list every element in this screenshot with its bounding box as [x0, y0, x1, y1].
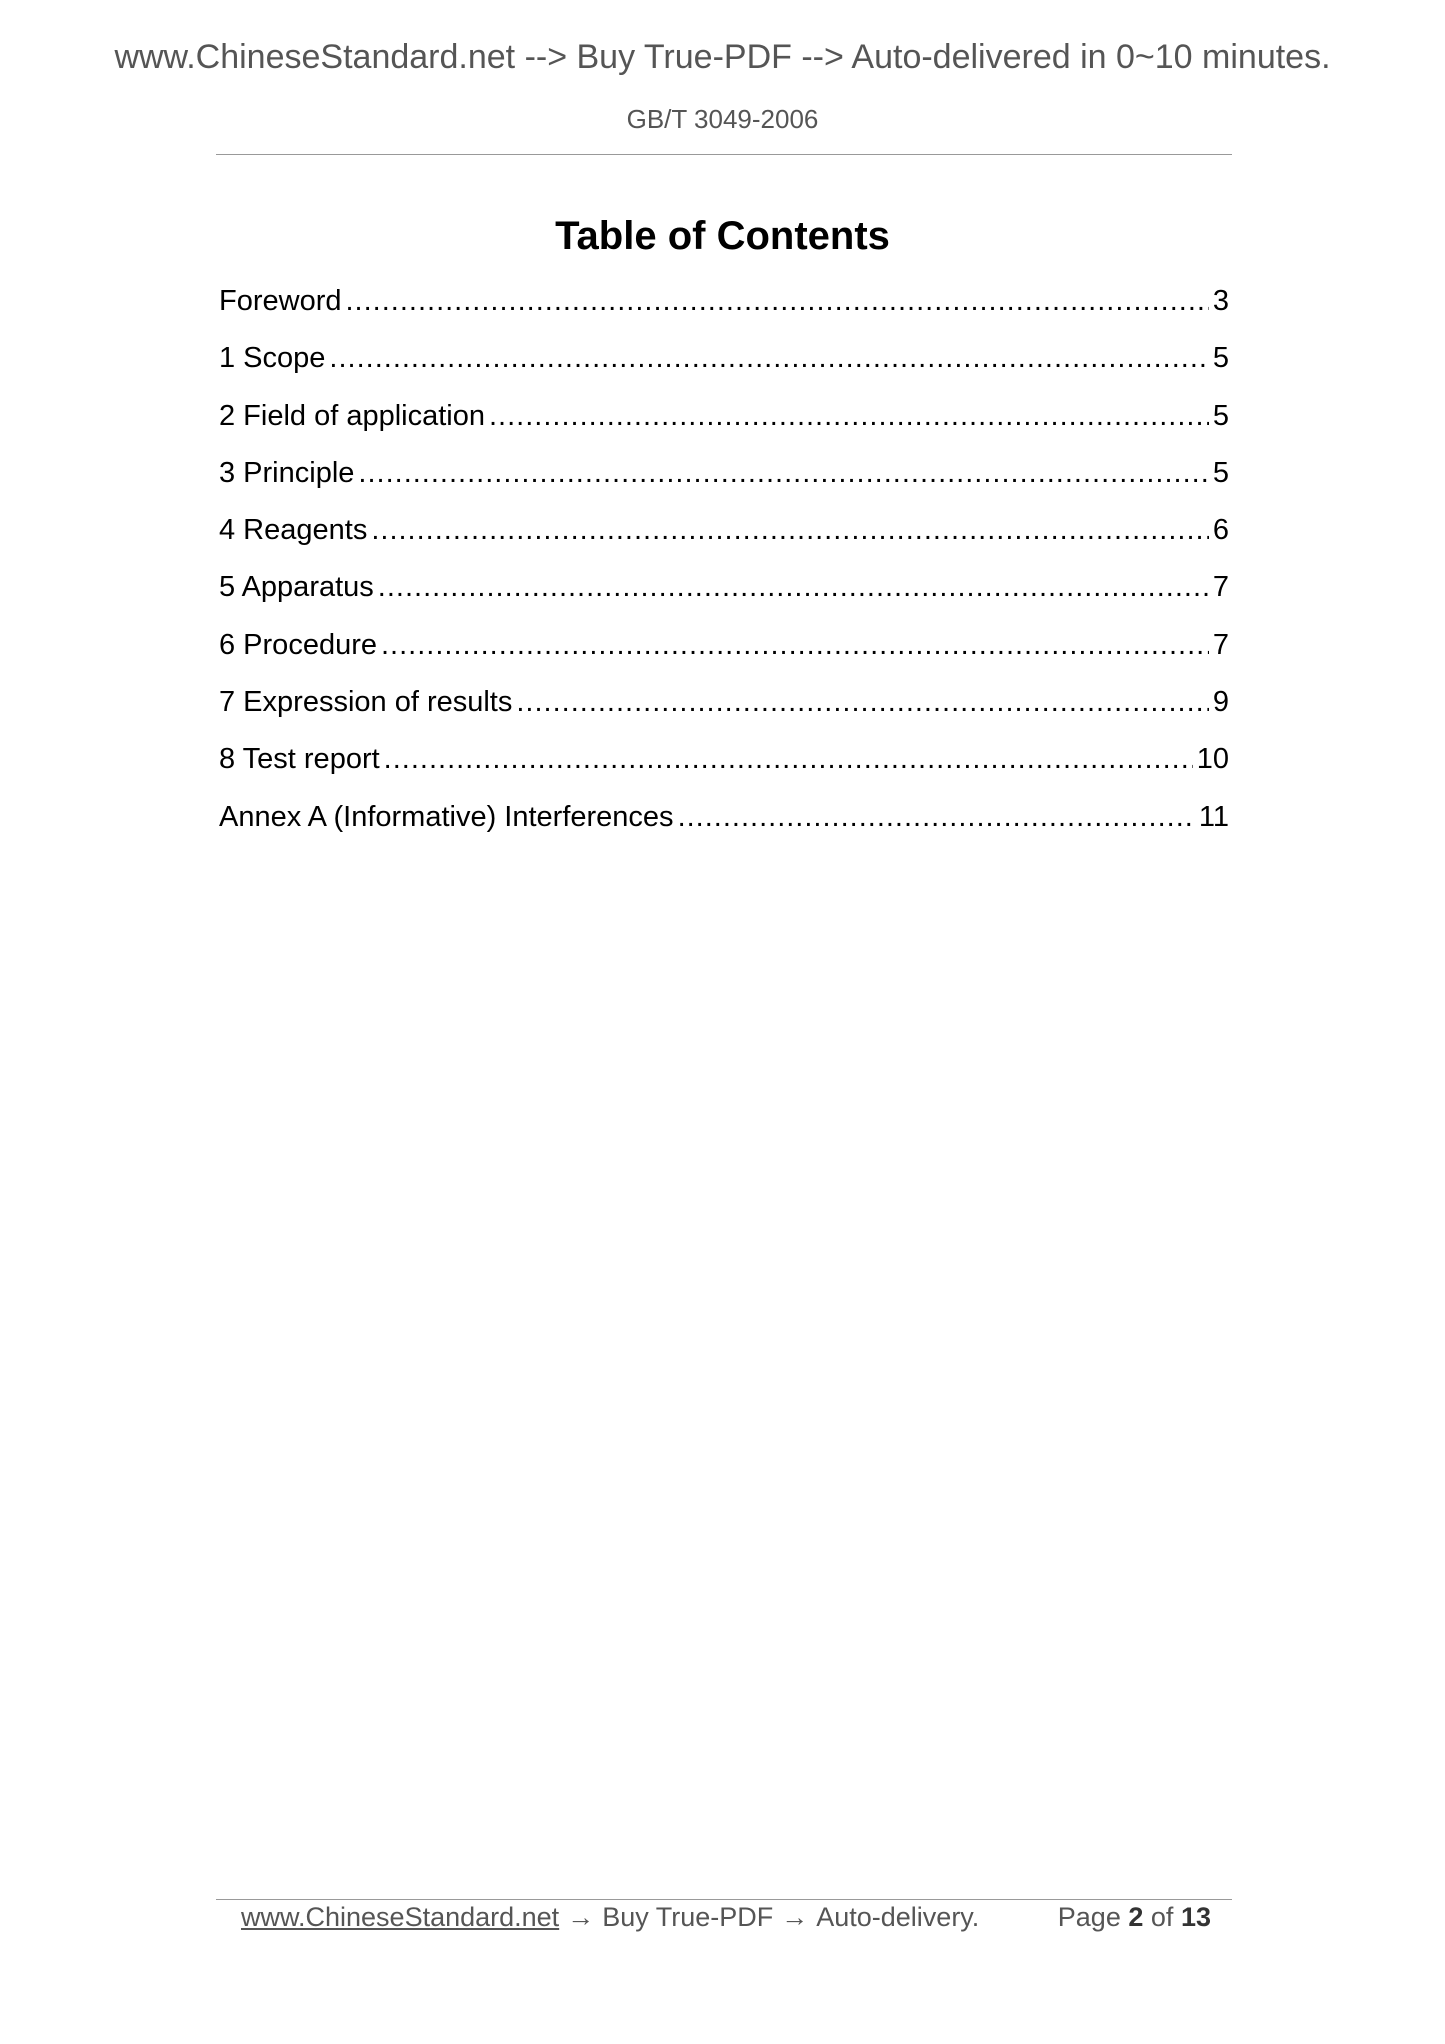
total-pages: 13 — [1180, 1902, 1211, 1932]
toc-entry-apparatus[interactable] — [219, 567, 1229, 624]
toc-leader — [371, 510, 1209, 550]
page-number — [1058, 1902, 1211, 1933]
footer-delivery-text: Auto-delivery. — [816, 1902, 980, 1932]
toc-entry-page: 6 — [1212, 514, 1229, 547]
toc-leader — [358, 453, 1208, 493]
arrow-right-icon: → — [567, 1902, 595, 1932]
toc-entry-page: 5 — [1212, 399, 1229, 432]
toc-entry-label: 5 Apparatus — [219, 571, 374, 604]
toc-leader — [346, 281, 1209, 321]
toc-entry-label: 2 Field of application — [219, 399, 485, 432]
toc-leader — [678, 797, 1195, 837]
toc-entry-annex-a[interactable] — [219, 797, 1229, 854]
toc-entry-label: 1 Scope — [219, 342, 326, 375]
footer-divider — [216, 1899, 1232, 1900]
toc-entry-label: 8 Test report — [219, 743, 380, 776]
toc-entry-foreword[interactable] — [219, 281, 1229, 338]
toc-entry-reagents[interactable] — [219, 510, 1229, 567]
toc-entry-page: 10 — [1196, 743, 1229, 776]
of-word: of — [1150, 1902, 1174, 1932]
toc-entry-page: 9 — [1212, 686, 1229, 719]
toc-leader — [384, 739, 1193, 779]
toc-entry-page: 11 — [1198, 800, 1229, 833]
toc-entry-label: 6 Procedure — [219, 628, 377, 661]
header-divider — [216, 154, 1232, 155]
toc-entry-label: 4 Reagents — [219, 514, 368, 547]
toc-leader — [378, 567, 1209, 607]
toc-entry-expression-of-results[interactable] — [219, 682, 1229, 739]
toc-entry-test-report[interactable] — [219, 739, 1229, 796]
toc-entry-label: 3 Principle — [219, 456, 355, 489]
toc-entry-page: 5 — [1212, 456, 1229, 489]
document-code: GB/T 3049-2006 — [626, 104, 819, 134]
toc-entry-label: Foreword — [219, 285, 342, 317]
toc-leader — [329, 338, 1208, 378]
toc-leader — [381, 625, 1209, 665]
toc-entry-label: Annex A (Informative) Interferences — [219, 800, 674, 833]
toc-entry-label: 7 Expression of results — [219, 686, 513, 719]
toc-entry-page: 3 — [1212, 285, 1229, 317]
toc-title: Table of Contents — [555, 214, 890, 258]
toc-leader — [489, 396, 1209, 436]
table-of-contents — [219, 281, 1229, 854]
arrow-right-icon: → — [781, 1902, 809, 1932]
top-banner: www.ChineseStandard.net --> Buy True-PDF --> Auto-delivered in 0~10 minutes. — [114, 38, 1331, 76]
footer-site-link[interactable]: www.ChineseStandard.net — [241, 1902, 560, 1932]
toc-entry-page: 7 — [1212, 628, 1229, 661]
toc-leader — [516, 682, 1209, 722]
toc-entry-page: 7 — [1212, 571, 1229, 604]
toc-entry-field-of-application[interactable] — [219, 396, 1229, 453]
toc-entry-principle[interactable] — [219, 453, 1229, 510]
toc-entry-procedure[interactable] — [219, 625, 1229, 682]
page-word: Page — [1057, 1902, 1121, 1932]
current-page: 2 — [1128, 1902, 1144, 1932]
toc-entry-page: 5 — [1212, 342, 1229, 375]
footer-buy-text: Buy True-PDF — [602, 1902, 774, 1932]
page-footer — [241, 1902, 1211, 1933]
toc-entry-scope[interactable] — [219, 338, 1229, 395]
